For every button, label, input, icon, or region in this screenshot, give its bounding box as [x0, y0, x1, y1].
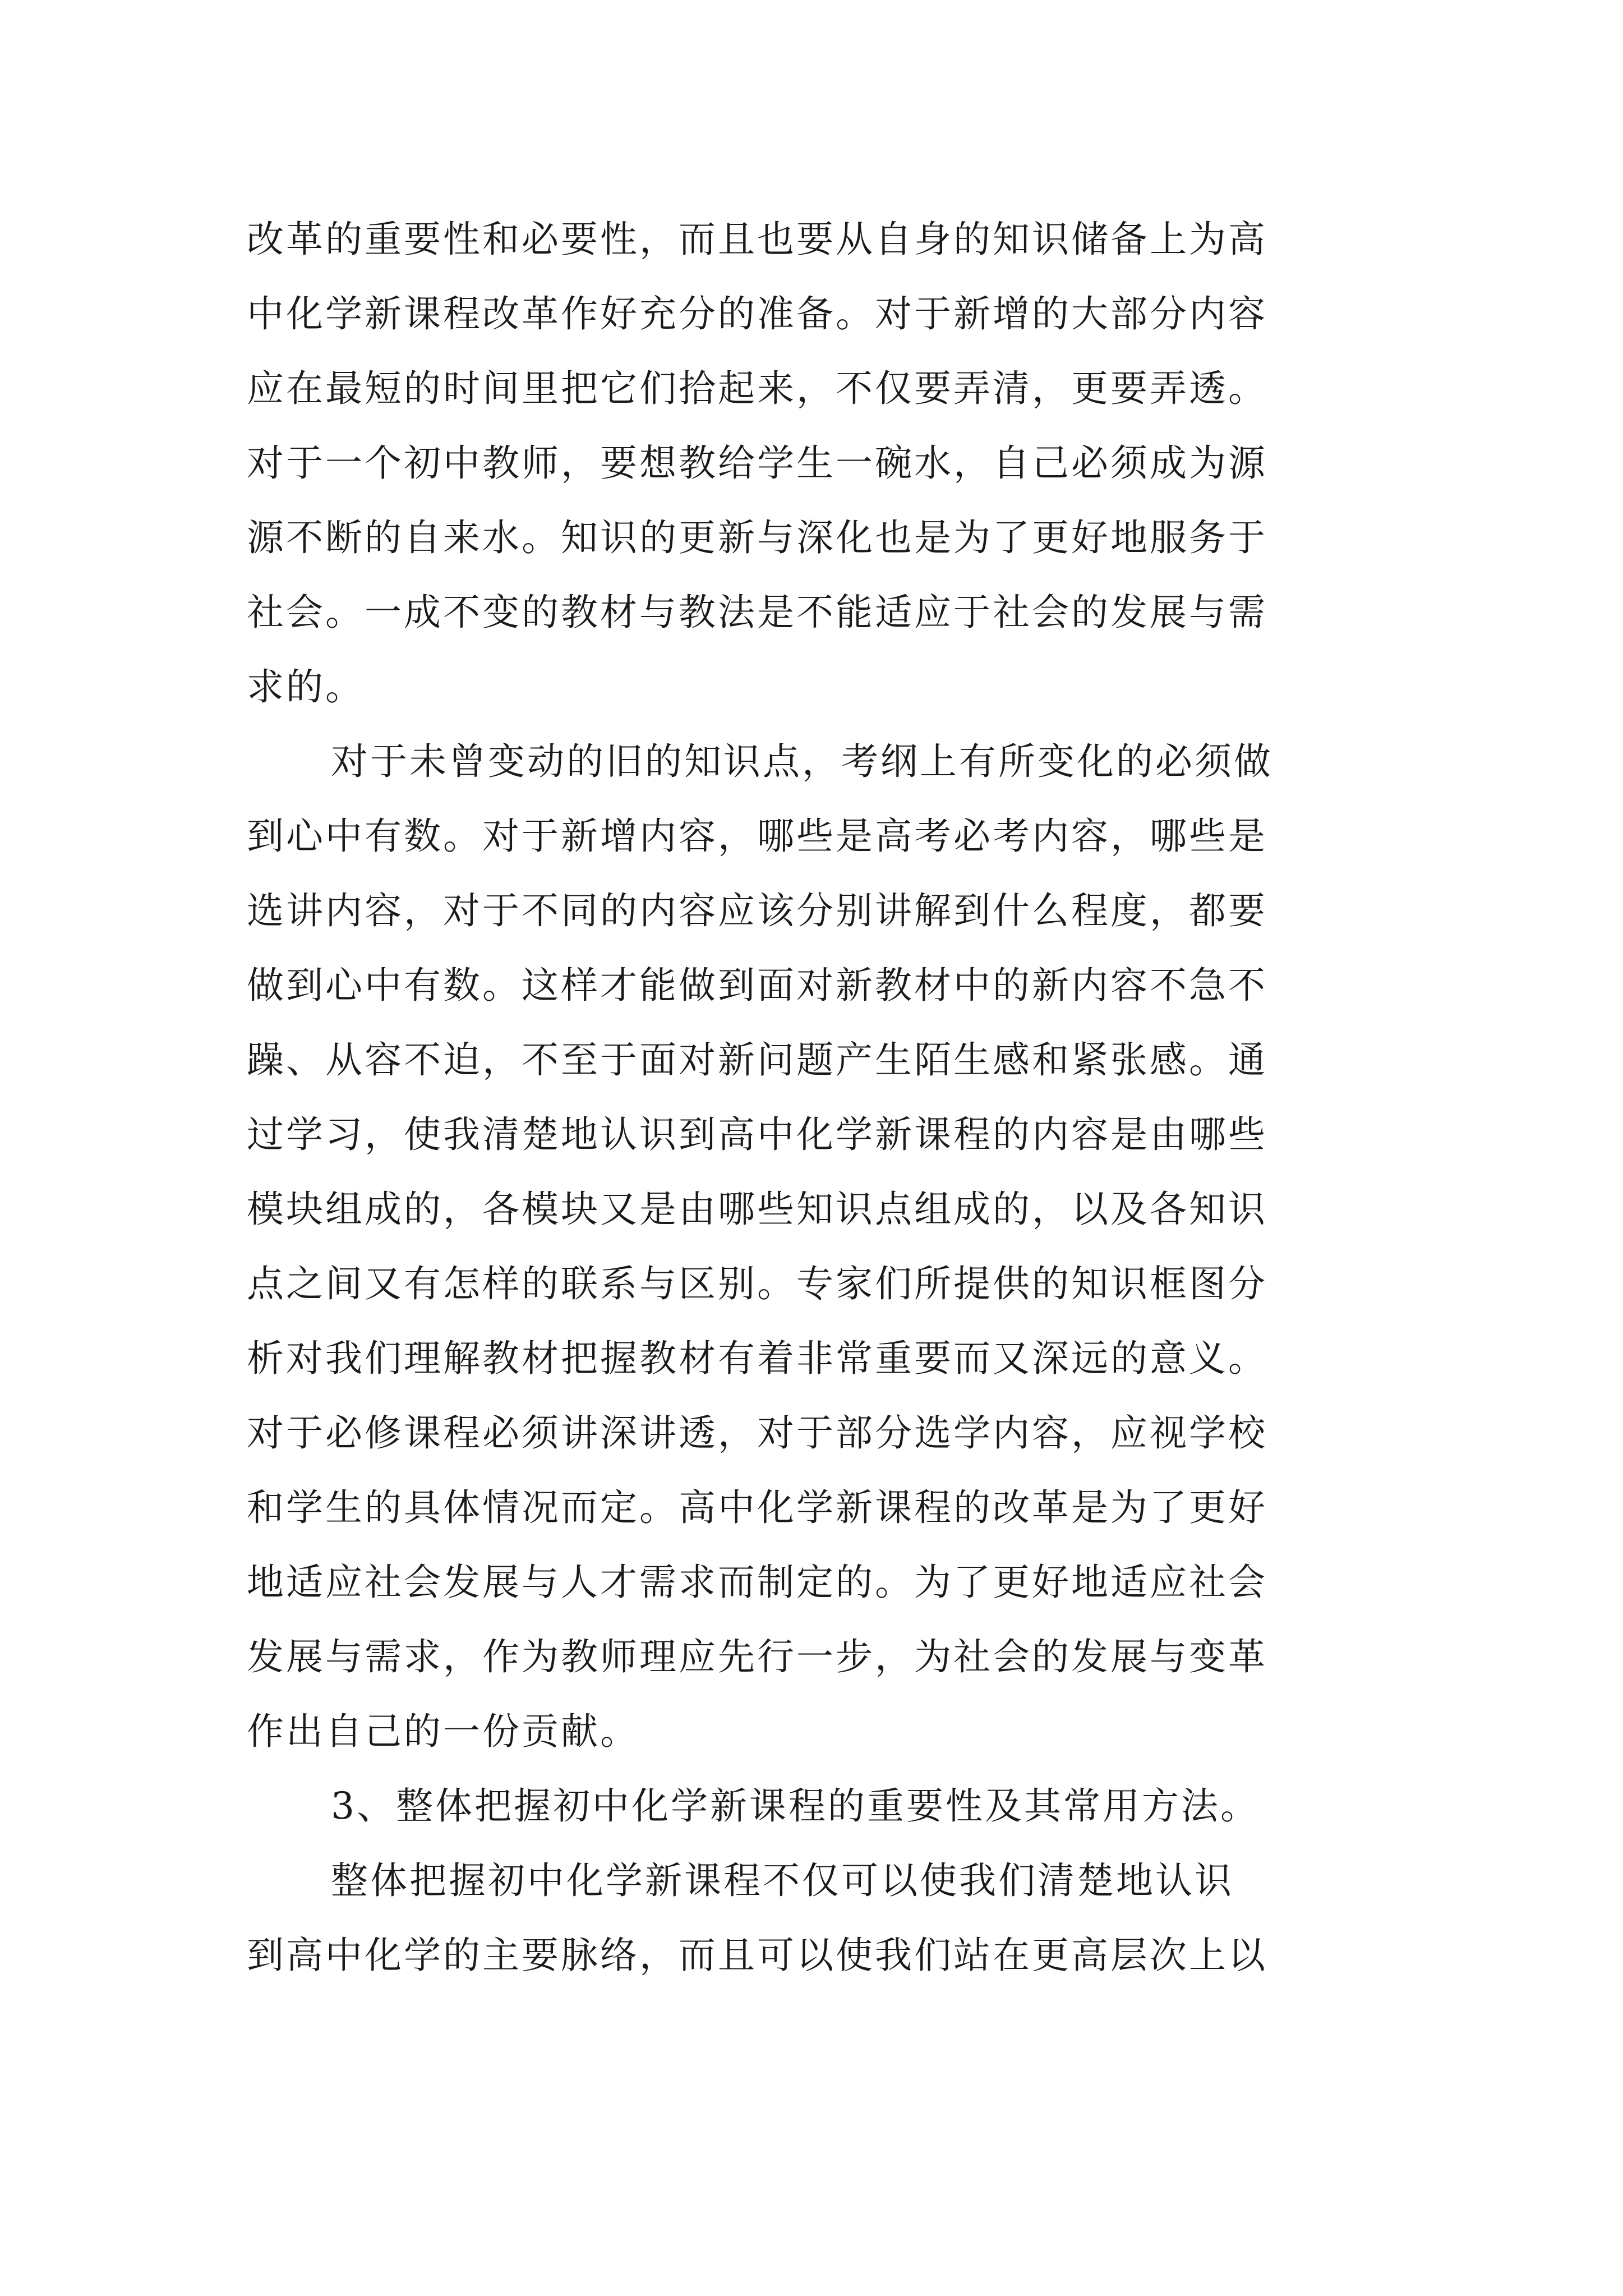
body-text [247, 202, 1430, 1993]
text-line: 做到心中有数。这样才能做到面对新教材中的新内容不急不 [247, 964, 1267, 1007]
text-line: 社会。一成不变的教材与教法是不能适应于社会的发展与需 [247, 591, 1267, 634]
text-line: 应在最短的时间里把它们拾起来，不仅要弄清，更要弄透。 [247, 367, 1267, 410]
text-line: 选讲内容，对于不同的内容应该分别讲解到什么程度，都要 [247, 889, 1267, 932]
text-line: 作出自己的一份贡献。 [247, 1710, 639, 1753]
paragraph-start-line: 对于未曾变动的旧的知识点，考纲上有所变化的必须做 [331, 740, 1273, 783]
text-line: 对于一个初中教师，要想教给学生一碗水，自己必须成为源 [247, 441, 1267, 485]
text-line: 点之间又有怎样的联系与区别。专家们所提供的知识框图分 [247, 1262, 1267, 1305]
section-heading: 3、整体把握初中化学新课程的重要性及其常用方法。 [331, 1784, 1260, 1828]
text-line: 源不断的自来水。知识的更新与深化也是为了更好地服务于 [247, 516, 1267, 559]
text-line: 和学生的具体情况而定。高中化学新课程的改革是为了更好 [247, 1486, 1267, 1529]
text-line: 躁、从容不迫，不至于面对新问题产生陌生感和紧张感。通 [247, 1038, 1267, 1082]
paragraph-start-line: 整体把握初中化学新课程不仅可以使我们清楚地认识 [331, 1859, 1234, 1902]
text-line: 析对我们理解教材把握教材有着非常重要而又深远的意义。 [247, 1337, 1267, 1380]
text-line: 求的。 [247, 665, 365, 708]
text-line: 到高中化学的主要脉络，而且可以使我们站在更高层次上以 [247, 1934, 1267, 1977]
text-line: 中化学新课程改革作好充分的准备。对于新增的大部分内容 [247, 292, 1267, 335]
text-line: 过学习，使我清楚地认识到高中化学新课程的内容是由哪些 [247, 1113, 1267, 1156]
text-line: 改革的重要性和必要性，而且也要从自身的知识储备上为高 [247, 218, 1267, 261]
text-line: 对于必修课程必须讲深讲透，对于部分选学内容，应视学校 [247, 1411, 1267, 1455]
text-line: 地适应社会发展与人才需求而制定的。为了更好地适应社会 [247, 1561, 1267, 1604]
text-line: 发展与需求，作为教师理应先行一步，为社会的发展与变革 [247, 1635, 1267, 1678]
text-line: 模块组成的，各模块又是由哪些知识点组成的，以及各知识 [247, 1188, 1267, 1231]
text-line: 到心中有数。对于新增内容，哪些是高考必考内容，哪些是 [247, 815, 1267, 858]
